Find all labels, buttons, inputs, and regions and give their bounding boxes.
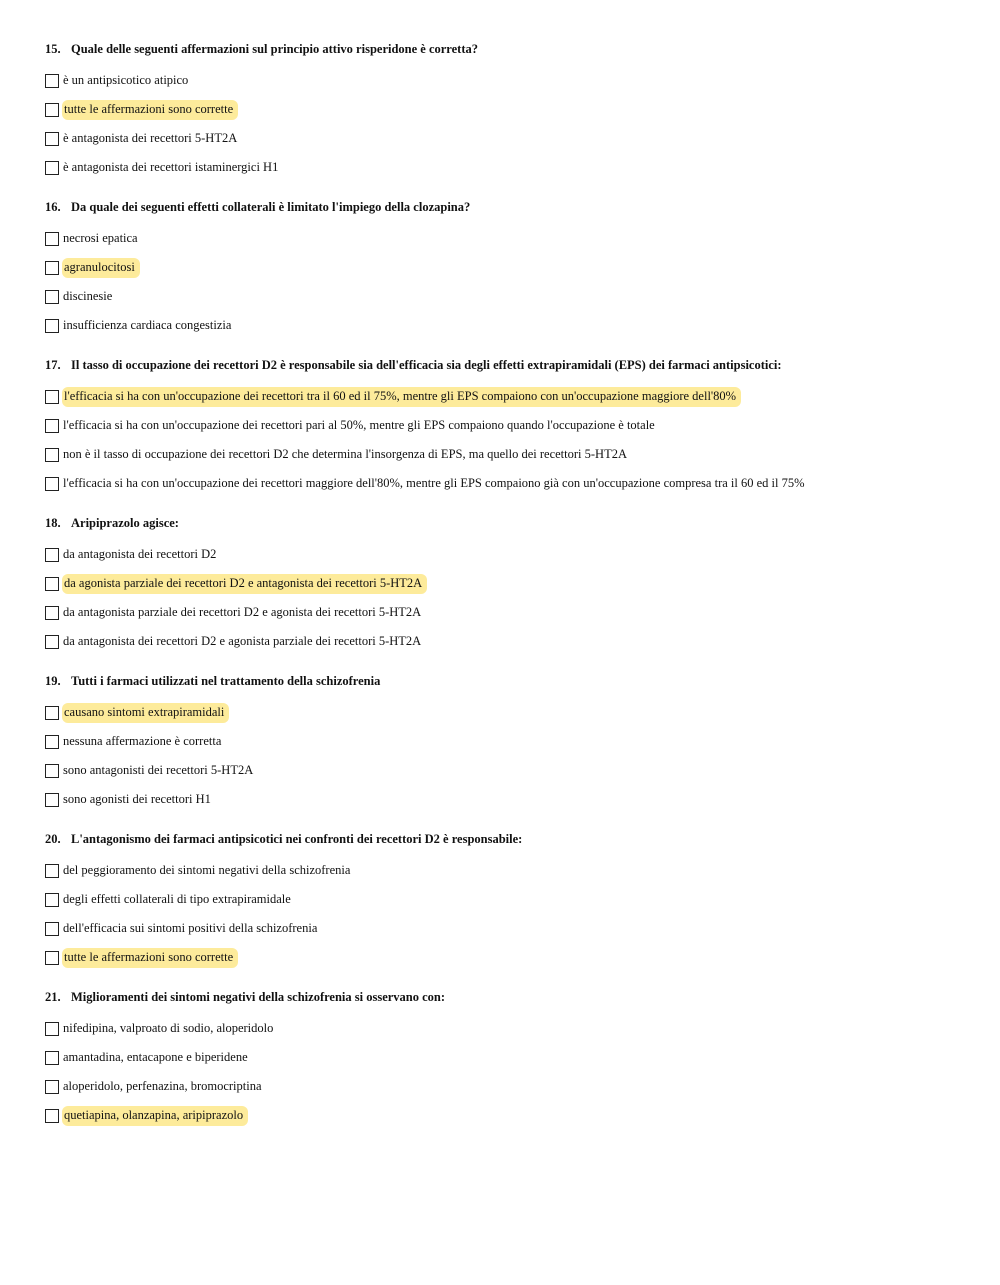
question-18 xyxy=(45,512,1000,656)
answer-option[interactable] xyxy=(45,311,1000,340)
question-heading xyxy=(45,512,1000,534)
option-text: sono antagonisti dei recettori 5-HT2A xyxy=(63,762,254,777)
checkbox-icon[interactable] xyxy=(45,635,59,649)
question-heading xyxy=(45,986,1000,1008)
checkbox-icon[interactable] xyxy=(45,893,59,907)
option-text-highlighted: tutte le affermazioni sono corrette xyxy=(62,948,238,968)
answer-option[interactable] xyxy=(45,727,1000,756)
option-text: amantadina, entacapone e biperidene xyxy=(63,1049,248,1064)
answer-option[interactable] xyxy=(45,66,1000,95)
option-text-highlighted: causano sintomi extrapiramidali xyxy=(62,703,229,723)
option-text: è un antipsicotico atipico xyxy=(63,72,189,87)
option-text: da antagonista parziale dei recettori D2 e agonista dei recettori 5-HT2A xyxy=(63,604,422,619)
question-number: 18. xyxy=(45,515,61,530)
checkbox-icon[interactable] xyxy=(45,161,59,175)
question-20 xyxy=(45,828,1000,972)
option-text: da antagonista dei recettori D2 xyxy=(63,546,217,561)
checkbox-icon[interactable] xyxy=(45,132,59,146)
option-text: discinesie xyxy=(63,288,113,303)
answer-option[interactable] xyxy=(45,253,1000,282)
checkbox-icon[interactable] xyxy=(45,290,59,304)
option-text-highlighted: l'efficacia si ha con un'occupazione dei recettori tra il 60 ed il 75%, mentre gli EPS compaiono con un'occupazione maggiore dell'80% xyxy=(62,387,741,407)
option-text: insufficienza cardiaca congestizia xyxy=(63,317,232,332)
checkbox-icon[interactable] xyxy=(45,764,59,778)
answer-option[interactable] xyxy=(45,540,1000,569)
checkbox-icon[interactable] xyxy=(45,706,59,720)
answer-option[interactable] xyxy=(45,914,1000,943)
answer-option[interactable] xyxy=(45,124,1000,153)
checkbox-icon[interactable] xyxy=(45,319,59,333)
option-text: degli effetti collaterali di tipo extrapiramidale xyxy=(63,891,291,906)
answer-option[interactable] xyxy=(45,785,1000,814)
option-text: dell'efficacia sui sintomi positivi della schizofrenia xyxy=(63,920,318,935)
checkbox-icon[interactable] xyxy=(45,232,59,246)
option-text: aloperidolo, perfenazina, bromocriptina xyxy=(63,1078,262,1093)
option-text: l'efficacia si ha con un'occupazione dei recettori maggiore dell'80%, mentre gli EPS compaiono già con un'occupazione compresa tra il 60 ed il 75% xyxy=(63,475,805,490)
option-text: è antagonista dei recettori 5-HT2A xyxy=(63,130,238,145)
answer-option[interactable] xyxy=(45,224,1000,253)
checkbox-icon[interactable] xyxy=(45,390,59,404)
option-text: sono agonisti dei recettori H1 xyxy=(63,791,211,806)
option-text: da antagonista dei recettori D2 e agonista parziale dei recettori 5-HT2A xyxy=(63,633,422,648)
question-heading xyxy=(45,828,1000,850)
checkbox-icon[interactable] xyxy=(45,1080,59,1094)
checkbox-icon[interactable] xyxy=(45,577,59,591)
question-number: 17. xyxy=(45,357,61,372)
answer-option[interactable] xyxy=(45,153,1000,182)
answer-option[interactable] xyxy=(45,469,1000,498)
question-21 xyxy=(45,986,1000,1130)
answer-option[interactable] xyxy=(45,382,1000,411)
answer-option[interactable] xyxy=(45,569,1000,598)
question-15 xyxy=(45,38,1000,182)
answer-option[interactable] xyxy=(45,95,1000,124)
checkbox-icon[interactable] xyxy=(45,103,59,117)
checkbox-icon[interactable] xyxy=(45,951,59,965)
checkbox-icon[interactable] xyxy=(45,1109,59,1123)
question-heading xyxy=(45,354,1000,376)
checkbox-icon[interactable] xyxy=(45,922,59,936)
question-19 xyxy=(45,670,1000,814)
answer-option[interactable] xyxy=(45,411,1000,440)
checkbox-icon[interactable] xyxy=(45,74,59,88)
option-text-highlighted: da agonista parziale dei recettori D2 e antagonista dei recettori 5-HT2A xyxy=(62,574,427,594)
checkbox-icon[interactable] xyxy=(45,735,59,749)
question-text: Il tasso di occupazione dei recettori D2 è responsabile sia dell'efficacia sia degli effetti extrapiramidali (EPS) dei farmaci antipsicotici: xyxy=(71,357,782,372)
answer-option[interactable] xyxy=(45,856,1000,885)
question-text: Quale delle seguenti affermazioni sul principio attivo risperidone è corretta? xyxy=(71,41,479,56)
answer-option[interactable] xyxy=(45,756,1000,785)
question-heading xyxy=(45,670,1000,692)
answer-option[interactable] xyxy=(45,943,1000,972)
option-text-highlighted: quetiapina, olanzapina, aripiprazolo xyxy=(62,1106,248,1126)
checkbox-icon[interactable] xyxy=(45,448,59,462)
checkbox-icon[interactable] xyxy=(45,793,59,807)
answer-option[interactable] xyxy=(45,698,1000,727)
checkbox-icon[interactable] xyxy=(45,548,59,562)
question-text: L'antagonismo dei farmaci antipsicotici nei confronti dei recettori D2 è responsabile: xyxy=(71,831,523,846)
checkbox-icon[interactable] xyxy=(45,1051,59,1065)
option-text: nifedipina, valproato di sodio, aloperidolo xyxy=(63,1020,274,1035)
question-text: Tutti i farmaci utilizzati nel trattamento della schizofrenia xyxy=(71,673,381,688)
option-text: l'efficacia si ha con un'occupazione dei recettori pari al 50%, mentre gli EPS compaiono quando l'occupazione è totale xyxy=(63,417,655,432)
question-heading xyxy=(45,196,1000,218)
answer-option[interactable] xyxy=(45,1101,1000,1130)
question-16 xyxy=(45,196,1000,340)
option-text: nessuna affermazione è corretta xyxy=(63,733,222,748)
checkbox-icon[interactable] xyxy=(45,1022,59,1036)
checkbox-icon[interactable] xyxy=(45,606,59,620)
answer-option[interactable] xyxy=(45,440,1000,469)
option-text: del peggioramento dei sintomi negativi della schizofrenia xyxy=(63,862,351,877)
checkbox-icon[interactable] xyxy=(45,419,59,433)
question-text: Miglioramenti dei sintomi negativi della schizofrenia si osservano con: xyxy=(71,989,446,1004)
question-number: 15. xyxy=(45,41,61,56)
checkbox-icon[interactable] xyxy=(45,864,59,878)
answer-option[interactable] xyxy=(45,1043,1000,1072)
checkbox-icon[interactable] xyxy=(45,477,59,491)
option-text-highlighted: agranulocitosi xyxy=(62,258,140,278)
option-text: necrosi epatica xyxy=(63,230,138,245)
checkbox-icon[interactable] xyxy=(45,261,59,275)
answer-option[interactable] xyxy=(45,1072,1000,1101)
question-number: 21. xyxy=(45,989,61,1004)
option-text: è antagonista dei recettori istaminergici H1 xyxy=(63,159,279,174)
option-text: non è il tasso di occupazione dei recettori D2 che determina l'insorgenza di EPS, ma quello dei recettori 5-HT2A xyxy=(63,446,627,461)
answer-option[interactable] xyxy=(45,598,1000,627)
answer-option[interactable] xyxy=(45,282,1000,311)
question-heading xyxy=(45,38,1000,60)
question-17 xyxy=(45,354,1000,498)
answer-option[interactable] xyxy=(45,1014,1000,1043)
question-number: 19. xyxy=(45,673,61,688)
answer-option[interactable] xyxy=(45,885,1000,914)
question-number: 20. xyxy=(45,831,61,846)
option-text-highlighted: tutte le affermazioni sono corrette xyxy=(62,100,238,120)
answer-option[interactable] xyxy=(45,627,1000,656)
question-text: Aripiprazolo agisce: xyxy=(71,515,179,530)
question-number: 16. xyxy=(45,199,61,214)
question-text: Da quale dei seguenti effetti collaterali è limitato l'impiego della clozapina? xyxy=(71,199,471,214)
